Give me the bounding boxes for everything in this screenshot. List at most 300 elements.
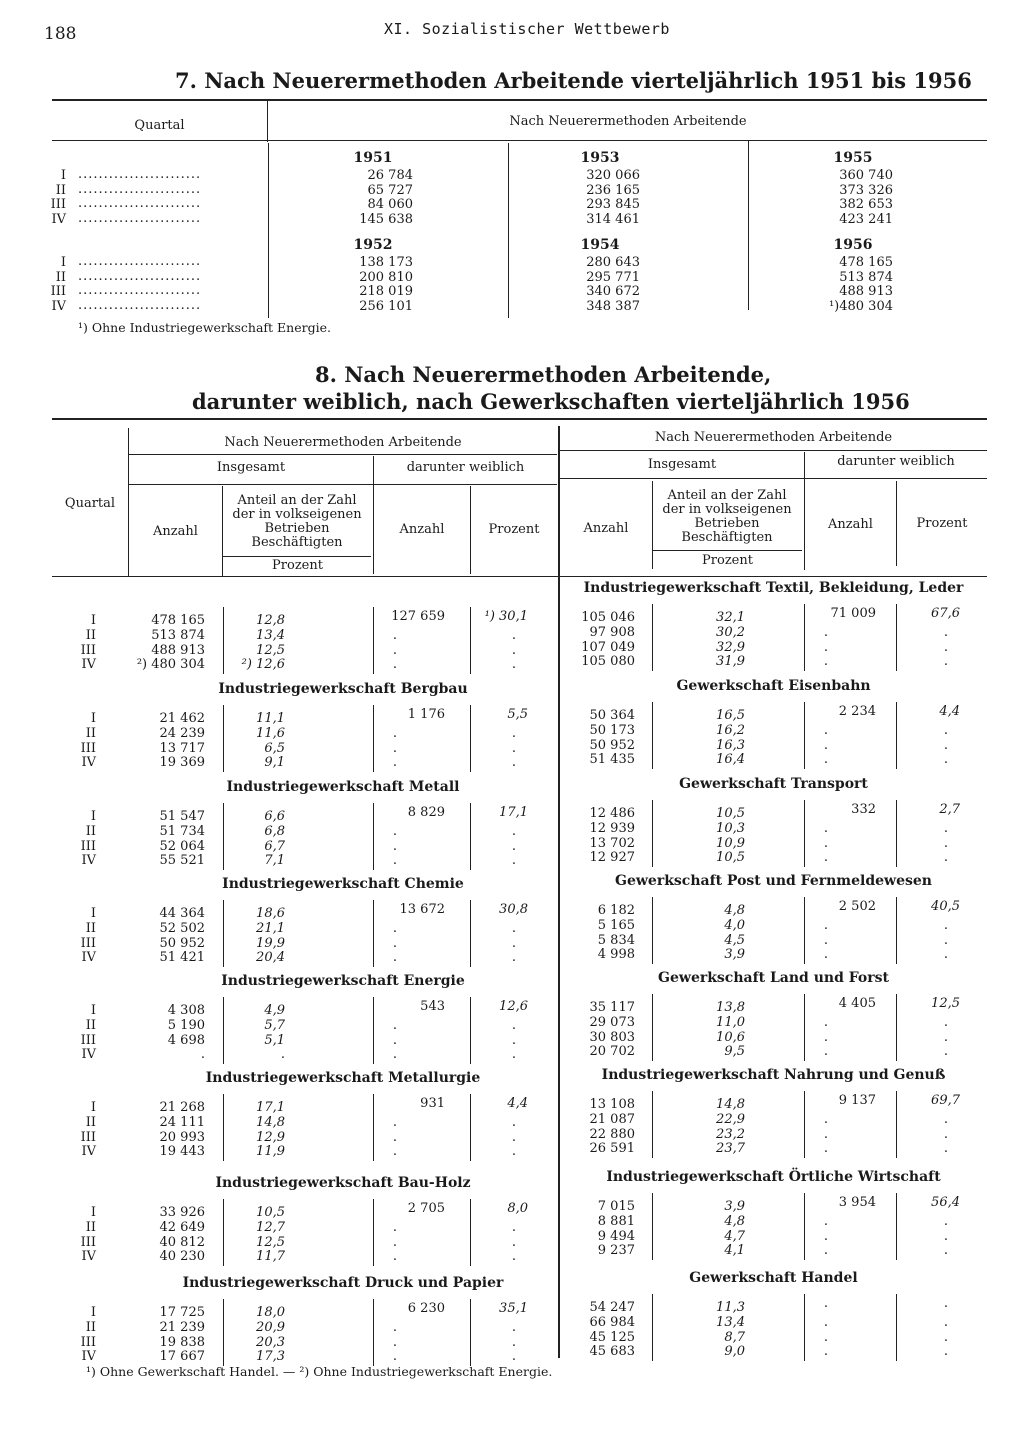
table8-anteil-cell: 11,9 xyxy=(256,1144,285,1160)
table8-anzahl-cell: 12 939 xyxy=(589,820,635,836)
table8-w-prozent-cell: . xyxy=(511,950,516,966)
table8-block-divider xyxy=(652,1193,653,1260)
table8-w-prozent-cell: 12,5 xyxy=(931,996,960,1011)
table8-quarter-label: III xyxy=(80,740,96,756)
table8-anzahl-cell: 5 165 xyxy=(597,917,635,933)
table8-anteil-cell: 10,5 xyxy=(716,850,745,866)
table8-anteil-cell: 4,8 xyxy=(724,903,745,918)
table8-block-divider xyxy=(652,1294,653,1361)
table8-quarter-label: III xyxy=(80,1129,96,1145)
table8-anzahl-cell: 51 734 xyxy=(159,823,205,839)
table8-w-prozent-cell: . xyxy=(511,1319,516,1335)
table8-w-anzahl-cell: . xyxy=(392,740,398,756)
table8-anteil-cell: 10,3 xyxy=(716,820,745,836)
table7-quarter-label: II xyxy=(55,269,66,285)
table8-w-anzahl-cell: . xyxy=(823,1228,829,1244)
table8-quarter-label: II xyxy=(85,823,96,839)
table8-w-prozent-cell: 4,4 xyxy=(507,1096,528,1111)
table8-anteil-cell: 11,1 xyxy=(256,711,285,726)
table8-anzahl-cell: 5 190 xyxy=(167,1017,205,1033)
table8-anzahl-cell: 4 698 xyxy=(167,1032,205,1048)
table8-w-prozent-cell: . xyxy=(943,1314,948,1330)
table8-footnote: ¹) Ohne Gewerkschaft Handel. — ²) Ohne Industriegewerkschaft Energie. xyxy=(86,1364,553,1379)
table7-value-cell: ¹)480 304 xyxy=(828,299,893,315)
table8-anzahl-cell: 21 268 xyxy=(159,1100,205,1115)
table8-anzahl-cell: 17 725 xyxy=(159,1305,205,1320)
table8-w-prozent-cell: 69,7 xyxy=(931,1093,960,1108)
table8-w-prozent-cell: . xyxy=(943,1243,948,1259)
table7-value-cell: 256 101 xyxy=(359,299,413,315)
table8-w-prozent-cell: 40,5 xyxy=(931,899,960,914)
table8-quarter-label: II xyxy=(85,1017,96,1033)
table8-main-label-r: Nach Neuerermethoden Arbeitende xyxy=(654,430,893,445)
table8-anzahl-cell: 5 834 xyxy=(597,932,635,948)
table8-insgesamt-r: Insgesamt xyxy=(647,457,717,472)
table8-w-prozent-cell: . xyxy=(943,820,948,836)
table8-w-prozent-cell: . xyxy=(943,1111,948,1127)
table8-anzahl-r: Anzahl xyxy=(583,521,629,536)
table8-anteil-cell: 12,5 xyxy=(256,642,285,658)
table8-anzahl-cell: 17 667 xyxy=(159,1349,205,1365)
table8-anzahl-cell: 19 369 xyxy=(159,755,205,771)
table8-quarter-label: IV xyxy=(81,657,96,673)
table8-anzahl-cell: 7 015 xyxy=(597,1199,635,1214)
table8-w-anzahl-cell: 13 672 xyxy=(399,902,445,917)
table8-anteil-cell: 19,9 xyxy=(256,935,285,951)
table7-header-rule xyxy=(52,140,987,141)
table7-value-cell: 478 165 xyxy=(839,255,893,270)
table8-union-name: Industriegewerkschaft Örtliche Wirtschaft xyxy=(606,1169,941,1185)
table7-value-cell: 340 672 xyxy=(586,284,640,300)
table8-w-anzahl-cell: . xyxy=(392,1114,398,1130)
table8-block-divider xyxy=(652,800,653,867)
table8-w-prozent-cell: . xyxy=(943,737,948,753)
table8-w-prozent-l: Prozent xyxy=(488,522,540,537)
table7-value-cell: 138 173 xyxy=(359,255,413,270)
table8-anteil-cell: 6,7 xyxy=(264,838,285,854)
table7-value-cell: 488 913 xyxy=(839,284,893,300)
table7-value-cell: 360 740 xyxy=(839,168,893,183)
table8-w-prozent-cell: 17,1 xyxy=(499,805,528,820)
table8-w-prozent-cell: . xyxy=(943,1329,948,1345)
table8-w-anzahl-cell: . xyxy=(392,725,398,741)
table8-anzahl-cell: 97 908 xyxy=(589,624,635,640)
table8-quarter-label: III xyxy=(80,935,96,951)
table8-anteil-cell: 20,3 xyxy=(256,1334,285,1350)
table8-w-prozent-cell: . xyxy=(943,850,948,866)
table8-w-prozent-cell: . xyxy=(511,823,516,839)
table8-union-name: Gewerkschaft Handel xyxy=(689,1270,858,1286)
table8-w-anzahl-cell: . xyxy=(823,1044,829,1060)
table8-anzahl-cell: 20 993 xyxy=(159,1129,205,1145)
table7-quarter-label: IV xyxy=(51,212,66,228)
table7-value-cell: 423 241 xyxy=(839,212,893,228)
table8-w-anzahl-cell: 71 009 xyxy=(830,606,876,621)
running-head: XI. Sozialistischer Wettbewerb xyxy=(384,20,670,38)
table8-anzahl-cell: 54 247 xyxy=(589,1300,635,1315)
table8-anzahl-cell: 35 117 xyxy=(589,1000,635,1015)
table8-quarter-label: I xyxy=(90,809,96,824)
table8-anzahl-cell: 8 881 xyxy=(597,1213,635,1229)
table8-anteil-cell: 20,9 xyxy=(256,1319,285,1335)
table8-quarter-label: IV xyxy=(81,1349,96,1365)
table7-quarter-label: I xyxy=(60,168,66,183)
table8-w-prozent-cell: 5,5 xyxy=(507,707,528,722)
table8-anzahl-cell: 29 073 xyxy=(589,1014,635,1030)
table7-value-cell: 218 019 xyxy=(359,284,413,300)
table8-anteil-cell: 4,0 xyxy=(724,917,745,933)
table8-anzahl-cell: 52 502 xyxy=(159,920,205,936)
table7-quarter-label: IV xyxy=(51,299,66,315)
table8-anteil-cell: 5,7 xyxy=(264,1017,285,1033)
table8-w-prozent-cell: 30,8 xyxy=(499,902,528,917)
table8-w-anzahl-cell: . xyxy=(823,835,829,851)
table7-value-cell: 145 638 xyxy=(359,212,413,228)
table8-w-anzahl-cell: . xyxy=(823,917,829,933)
table8-anzahl-cell: 51 547 xyxy=(159,809,205,824)
table7-value-cell: 200 810 xyxy=(359,269,413,285)
table7-value-cell: 320 066 xyxy=(586,168,640,183)
table8-main-label-l: Nach Neuerermethoden Arbeitende xyxy=(224,435,462,450)
table8-union-name: Gewerkschaft Post und Fernmeldewesen xyxy=(615,873,932,889)
table7-leader-dots: ........................ xyxy=(78,298,202,314)
table8-hrule-main-l xyxy=(129,454,557,455)
table7-leader-dots: ........................ xyxy=(78,211,202,227)
table7-year-label: 1955 xyxy=(833,150,873,166)
table8-anteil-cell: 16,3 xyxy=(716,737,745,753)
table8-w-anzahl-cell: . xyxy=(392,838,398,854)
table8-w-prozent-cell: . xyxy=(511,1047,516,1063)
table8-w-prozent-cell: . xyxy=(511,1032,516,1048)
table8-anteil-cell: 10,5 xyxy=(256,1205,285,1220)
table8-quarter-label: I xyxy=(90,1205,96,1220)
table8-w-anzahl-cell: . xyxy=(392,1144,398,1160)
table8-anteil-cell: 6,8 xyxy=(264,823,285,839)
table8-w-prozent-cell: 56,4 xyxy=(931,1195,960,1210)
table8-anzahl-cell: 66 984 xyxy=(589,1314,635,1330)
table8-vline-c xyxy=(804,452,805,570)
table8-anteil-cell: 4,8 xyxy=(724,1213,745,1229)
table8-w-anzahl-l: Anzahl xyxy=(399,522,445,537)
table8-w-prozent-cell: 2,7 xyxy=(939,802,960,817)
table8-top-rule xyxy=(52,418,987,420)
table8-anteil-cell: 9,0 xyxy=(724,1344,745,1360)
table8-anzahl-cell: 52 064 xyxy=(159,838,205,854)
table8-anteil-cell: 20,4 xyxy=(256,950,285,966)
table8-w-prozent-cell: . xyxy=(943,917,948,933)
table8-anzahl-cell: 33 926 xyxy=(159,1205,205,1220)
table7-leader-dots: ........................ xyxy=(78,167,202,182)
table7-value-cell: 295 771 xyxy=(586,269,640,285)
table8-anteil-cell: 21,1 xyxy=(256,920,285,936)
table8-anteil-cell: 4,7 xyxy=(724,1228,745,1244)
table8-anteil-cell: 10,5 xyxy=(716,806,745,821)
table8-w-anzahl-cell: . xyxy=(392,950,398,966)
table8-anteil-cell: 23,2 xyxy=(716,1126,745,1142)
table8-w-anzahl-cell: . xyxy=(823,1213,829,1229)
table8-w-prozent-cell: . xyxy=(511,1249,516,1265)
table8-anzahl-cell: 20 702 xyxy=(589,1044,635,1060)
table8-anteil-cell: 5,1 xyxy=(264,1032,285,1048)
table8-quarter-label: III xyxy=(80,642,96,658)
table8-w-prozent-cell: . xyxy=(511,1349,516,1365)
table8-anteil-cell: 6,5 xyxy=(264,740,285,756)
table8-w-anzahl-cell: 4 405 xyxy=(838,996,876,1011)
table8-w-anzahl-cell: 8 829 xyxy=(407,805,445,820)
table8-w-prozent-cell: . xyxy=(943,1044,948,1060)
table8-quarter-label: I xyxy=(90,613,96,628)
table8-anzahl-cell: 26 591 xyxy=(589,1141,635,1157)
table8-w-prozent-cell: . xyxy=(511,1114,516,1130)
table8-w-anzahl-cell: . xyxy=(823,1329,829,1345)
table8-anteil-cell: 14,8 xyxy=(256,1114,285,1130)
table7-col-main: Nach Neuerermethoden Arbeitende xyxy=(509,114,747,129)
table8-w-anzahl-cell: . xyxy=(392,1249,398,1265)
table7-leader-dots: ........................ xyxy=(78,268,202,284)
table8-w-anzahl-cell: . xyxy=(392,1047,398,1063)
table8-anzahl-cell: 105 046 xyxy=(581,610,635,625)
table8-hrule-main-r xyxy=(560,450,987,451)
table7-value-cell: 65 727 xyxy=(367,182,413,198)
table8-anteil-cell: 4,9 xyxy=(264,1003,285,1018)
table8-w-anzahl-cell: . xyxy=(823,1014,829,1030)
table8-anteil-r: Anteil an der Zahl der in volkseigenen Betrieben Beschäftigten xyxy=(662,488,792,545)
table8-w-anzahl-cell: . xyxy=(392,657,398,673)
table7-col-quartal: Quartal xyxy=(134,118,185,133)
table8-w-prozent-cell: . xyxy=(943,654,948,670)
table8-w-prozent-cell: 8,0 xyxy=(507,1201,528,1216)
table7-year-label: 1953 xyxy=(580,150,620,166)
table8-anzahl-cell: 13 108 xyxy=(589,1097,635,1112)
table8-anteil-cell: 11,6 xyxy=(256,725,285,741)
table8-w-anzahl-cell: . xyxy=(823,1029,829,1045)
table8-w-prozent-cell: . xyxy=(511,740,516,756)
table8-union-name: Gewerkschaft Eisenbahn xyxy=(676,678,871,694)
table8-hrule-sub-l xyxy=(129,484,557,485)
table8-anzahl-cell: 30 803 xyxy=(589,1029,635,1045)
table8-w-anzahl-cell: . xyxy=(392,755,398,771)
table8-anzahl-cell: 22 880 xyxy=(589,1126,635,1142)
table8-w-anzahl-cell: . xyxy=(823,850,829,866)
table8-anteil-cell: 4,1 xyxy=(724,1243,745,1259)
table8-w-prozent-cell: 12,6 xyxy=(499,999,528,1014)
table8-anteil-cell: 18,6 xyxy=(256,906,285,921)
table8-w-prozent-cell: . xyxy=(943,932,948,948)
table7-year-label: 1956 xyxy=(833,237,873,253)
table8-block-divider xyxy=(652,1091,653,1158)
table8-anteil-cell: 12,5 xyxy=(256,1234,285,1250)
table8-quarter-label: II xyxy=(85,1114,96,1130)
table8-quarter-label: III xyxy=(80,1032,96,1048)
table8-w-anzahl-cell: . xyxy=(392,823,398,839)
table8-w-prozent-cell: . xyxy=(943,1344,948,1360)
table8-anzahl-cell: 40 230 xyxy=(159,1249,205,1265)
table8-anteil-l: Anteil an der Zahl der in volkseigenen Betrieben Beschäftigten xyxy=(232,493,362,550)
table8-w-prozent-cell: . xyxy=(943,1296,948,1311)
table8-quarter-label: I xyxy=(90,1100,96,1115)
table8-w-prozent-cell: . xyxy=(943,722,948,738)
table8-anzahl-cell: ²) 480 304 xyxy=(136,657,205,673)
table8-anzahl-cell: 4 308 xyxy=(167,1003,205,1018)
table8-anteil-cell: 16,4 xyxy=(716,752,745,768)
table8-quarter-label: I xyxy=(90,1305,96,1320)
table8-anzahl-cell: 51 435 xyxy=(589,752,635,768)
table8-anzahl-cell: 9 237 xyxy=(597,1243,635,1259)
table8-union-name: Industriegewerkschaft Bergbau xyxy=(218,681,468,697)
table8-anteil-cell: 11,3 xyxy=(716,1300,745,1315)
table8-anteil-cell: 7,1 xyxy=(264,853,285,869)
table7-quarter-label: II xyxy=(55,182,66,198)
table8-header-bottom-rule xyxy=(52,576,987,577)
table8-anteil-cell: 16,2 xyxy=(716,722,745,738)
table8-w-prozent-cell: . xyxy=(943,947,948,963)
table8-anteil-cell: 3,9 xyxy=(724,947,745,963)
table8-anzahl-cell: 13 717 xyxy=(159,740,205,756)
table8-anteil-cell: . xyxy=(280,1047,285,1063)
table8-anteil-cell: 13,4 xyxy=(256,627,285,643)
table8-w-anzahl-cell: . xyxy=(823,820,829,836)
table8-union-name: Industriegewerkschaft Metall xyxy=(226,779,460,795)
table8-anteil-cell: 4,5 xyxy=(724,932,745,948)
table8-prozent-rule-r xyxy=(653,550,802,551)
table7-quarter-label: I xyxy=(60,255,66,270)
table8-union-name: Gewerkschaft Land und Forst xyxy=(658,970,889,986)
table7-leader-dots: ........................ xyxy=(78,254,202,269)
table8-anteil-cell: 9,1 xyxy=(264,755,285,771)
table8-prozent-sub-l: Prozent xyxy=(272,558,323,573)
table8-anteil-cell: 8,7 xyxy=(724,1329,745,1345)
table8-anzahl-cell: 50 952 xyxy=(589,737,635,753)
table8-anzahl-cell: 6 182 xyxy=(597,903,635,918)
table8-w-anzahl-r: Anzahl xyxy=(828,517,873,532)
table8-w-prozent-cell: . xyxy=(511,1129,516,1145)
table7-year-label: 1951 xyxy=(353,150,393,166)
table8-anteil-cell: 32,1 xyxy=(716,610,745,625)
table7-value-cell: 84 060 xyxy=(367,197,413,213)
table8-anteil-cell: 12,9 xyxy=(256,1129,285,1145)
table8-w-anzahl-cell: . xyxy=(392,1219,398,1235)
table8-w-prozent-cell: . xyxy=(943,1014,948,1030)
table8-anteil-cell: 18,0 xyxy=(256,1305,285,1320)
table8-anzahl-cell: 478 165 xyxy=(151,613,205,628)
table8-anzahl-cell: 50 364 xyxy=(589,708,635,723)
table8-w-anzahl-cell: 1 176 xyxy=(407,707,445,722)
table8-anzahl-cell: 21 087 xyxy=(589,1111,635,1127)
table8-anzahl-cell: 24 111 xyxy=(159,1114,205,1130)
table8-anteil-cell: 11,7 xyxy=(256,1249,285,1265)
table7-value-cell: 382 653 xyxy=(839,197,893,213)
table8-anzahl-cell: 9 494 xyxy=(597,1228,635,1244)
table8-anzahl-cell: 45 683 xyxy=(589,1344,635,1360)
table8-w-prozent-cell: . xyxy=(943,1029,948,1045)
table8-anzahl-cell: . xyxy=(200,1047,205,1063)
table8-w-anzahl-cell: . xyxy=(823,737,829,753)
table8-w-anzahl-cell: 2 234 xyxy=(838,704,876,719)
table8-w-prozent-cell: . xyxy=(511,657,516,673)
table8-w-anzahl-cell: . xyxy=(392,1349,398,1365)
table8-w-anzahl-cell: . xyxy=(392,1017,398,1033)
table8-w-anzahl-cell: . xyxy=(392,1319,398,1335)
table8-w-prozent-cell: 67,6 xyxy=(931,606,960,621)
table8-anzahl-cell: 107 049 xyxy=(581,639,635,655)
table8-anteil-cell: ²) 12,6 xyxy=(241,657,285,673)
table8-anzahl-cell: 51 421 xyxy=(159,950,205,966)
table8-quarter-label: IV xyxy=(81,755,96,771)
table8-union-name: Industriegewerkschaft Textil, Bekleidung, Leder xyxy=(583,580,964,596)
table8-w-anzahl-cell: . xyxy=(392,627,398,643)
table8-w-anzahl-cell: . xyxy=(823,654,829,670)
table8-w-anzahl-cell: 127 659 xyxy=(391,609,445,624)
table8-anzahl-cell: 4 998 xyxy=(597,947,635,963)
table8-anteil-cell: 32,9 xyxy=(716,639,745,655)
table7-leader-dots: ........................ xyxy=(78,196,202,212)
table8-anzahl-cell: 50 173 xyxy=(589,722,635,738)
table8-quartal-label: Quartal xyxy=(64,496,116,511)
table8-anzahl-cell: 24 239 xyxy=(159,725,205,741)
table8-weiblich-l: darunter weiblich xyxy=(406,460,525,475)
table8-anzahl-cell: 105 080 xyxy=(581,654,635,670)
table8-anteil-cell: 17,1 xyxy=(256,1100,285,1115)
table8-block-divider xyxy=(652,604,653,671)
table8-w-prozent-cell: . xyxy=(511,627,516,643)
table8-quarter-label: IV xyxy=(81,1047,96,1063)
table8-w-anzahl-cell: . xyxy=(823,1296,829,1311)
table7-title: 7. Nach Neuerermethoden Arbeitende vierteljährlich 1951 bis 1956 xyxy=(175,68,972,93)
table8-insgesamt-l: Insgesamt xyxy=(216,460,286,475)
table8-union-name: Industriegewerkschaft Energie xyxy=(221,973,465,989)
table8-w-anzahl-cell: . xyxy=(392,642,398,658)
table7-value-cell: 280 643 xyxy=(586,255,640,270)
table8-w-anzahl-cell: 9 137 xyxy=(838,1093,876,1108)
table8-quarter-label: I xyxy=(90,906,96,921)
table8-prozent-sub-r: Prozent xyxy=(702,553,753,568)
table8-anzahl-cell: 19 443 xyxy=(159,1144,205,1160)
table8-quarter-label: I xyxy=(90,1003,96,1018)
table8-w-prozent-cell: . xyxy=(511,1219,516,1235)
table8-anteil-cell: 22,9 xyxy=(716,1111,745,1127)
table8-w-anzahl-cell: . xyxy=(823,1111,829,1127)
table8-anteil-cell: 13,8 xyxy=(716,1000,745,1015)
table8-w-anzahl-cell: 3 954 xyxy=(838,1195,876,1210)
table8-anzahl-cell: 55 521 xyxy=(159,853,205,869)
table8-quarter-label: II xyxy=(85,920,96,936)
table8-w-anzahl-cell: . xyxy=(823,624,829,640)
table8-quarter-label: II xyxy=(85,1219,96,1235)
table8-anzahl-l: Anzahl xyxy=(153,524,198,539)
table8-w-prozent-cell: 4,4 xyxy=(939,704,960,719)
table8-quarter-label: II xyxy=(85,1319,96,1335)
table8-w-prozent-cell: . xyxy=(511,725,516,741)
table8-anteil-cell: 16,5 xyxy=(716,708,745,723)
table8-w-anzahl-cell: 931 xyxy=(420,1096,445,1111)
table8-w-anzahl-cell: . xyxy=(823,932,829,948)
table8-anteil-cell: 9,5 xyxy=(724,1044,745,1060)
table7-value-cell: 373 326 xyxy=(839,182,893,198)
table7-footnote: ¹) Ohne Industriegewerkschaft Energie. xyxy=(78,320,331,335)
table8-block-divider xyxy=(652,897,653,964)
table7-quarter-label: III xyxy=(50,197,66,213)
table7-value-cell: 236 165 xyxy=(586,182,640,198)
table8-w-anzahl-cell: . xyxy=(823,752,829,768)
table8-union-name: Industriegewerkschaft Bau-Holz xyxy=(215,1175,471,1191)
table8-quarter-label: IV xyxy=(81,853,96,869)
table8-anzahl-cell: 513 874 xyxy=(151,627,205,643)
table8-w-anzahl-cell: . xyxy=(392,1129,398,1145)
table8-vline-a xyxy=(128,428,129,576)
table8-union-name: Industriegewerkschaft Metallurgie xyxy=(205,1070,481,1086)
table8-w-prozent-cell: . xyxy=(943,1228,948,1244)
table8-anzahl-cell: 50 952 xyxy=(159,935,205,951)
